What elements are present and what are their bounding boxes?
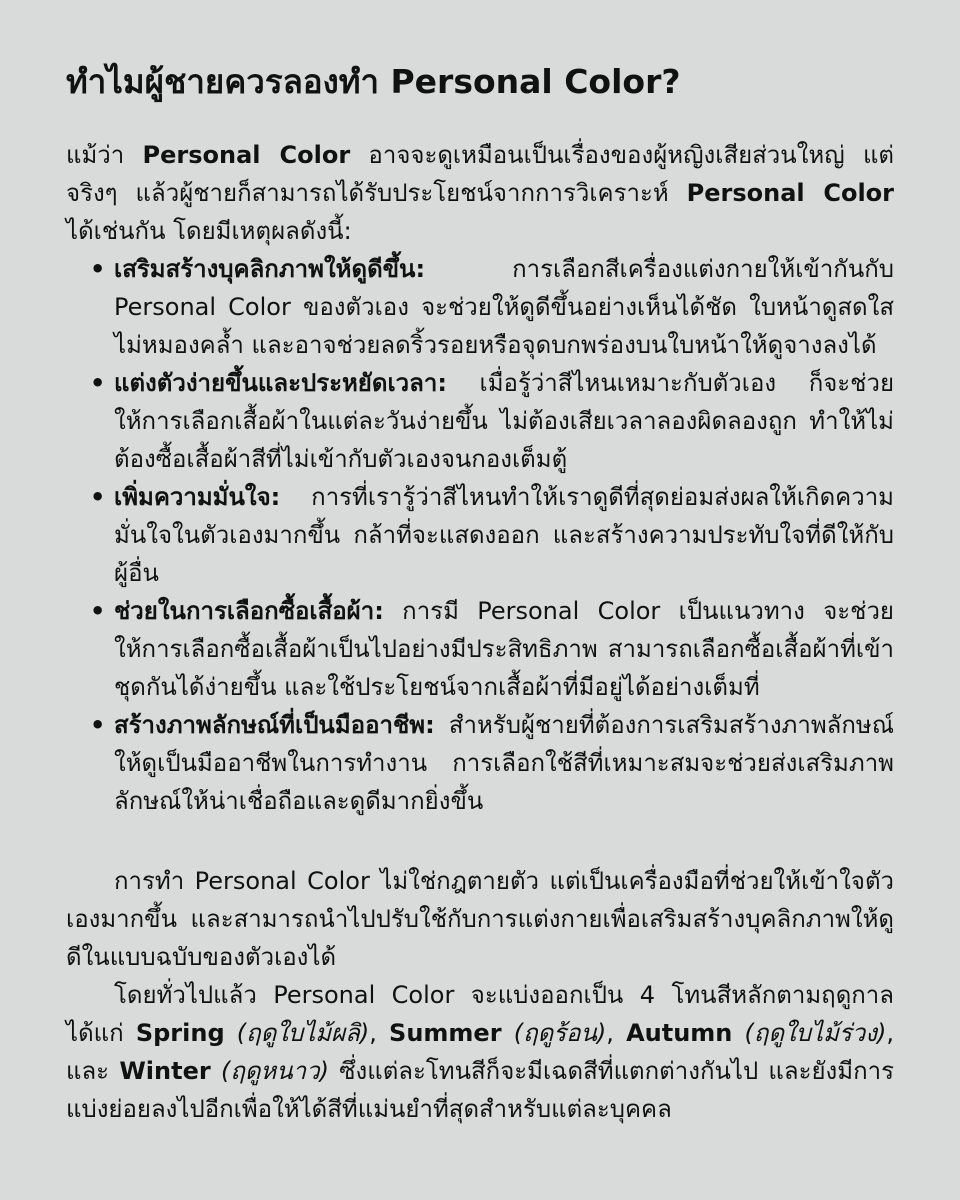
bullet-icon: • bbox=[90, 597, 106, 625]
season-separator: , bbox=[606, 1019, 627, 1047]
bullet-icon: • bbox=[90, 369, 106, 397]
page-title: ทำไมผู้ชายควรลองทำ Personal Color? bbox=[66, 62, 681, 101]
reason-text: การเลือกสีเครื่องแต่งกายให้เข้ากันกับ Personal Color ของตัวเอง จะช่วยให้ดูดีขึ้นอย่างเห็นได้ชัด ใบหน้าดูสดใส ไม่หมองคล้ำ และอาจช่วยลดริ้วรอยหรือจุดบกพร่องบนใบหน้าให้ดูจางลงได้ bbox=[114, 255, 894, 359]
bullet-icon: • bbox=[90, 255, 106, 283]
intro-text-2: อาจจะดูเหมือนเป็นเรื่องของผู้หญิงเสียส่วนใหญ่ แต่จริงๆ แล้วผู้ชายก็สามารถได้รับประโยชน์จากการวิเคราะห์ bbox=[66, 141, 894, 207]
seasons-text-2: ซึ่งแต่ละโทนสีก็จะมีเฉดสีที่แตกต่างกันไป และยังมีการแบ่งย่อยลงไปอีกเพื่อให้ได้สีที่แม่นยำที่สุดสำหรับแต่ละบุคคล bbox=[66, 1057, 894, 1123]
reason-text: สำหรับผู้ชายที่ต้องการเสริมสร้างภาพลักษณ์ให้ดูเป็นมืออาชีพในการทำงาน การเลือกใช้สีที่เหมาะสมจะช่วยส่งเสริมภาพลักษณ์ให้น่าเชื่อถือและดูดีมากยิ่งขึ้น bbox=[114, 711, 894, 815]
section-spacer bbox=[66, 820, 894, 862]
reason-text: เมื่อรู้ว่าสีไหนเหมาะกับตัวเอง ก็จะช่วยให้การเลือกเสื้อผ้าในแต่ละวันง่ายขึ้น ไม่ต้องเสียเวลาลองผิดลองถูก ทำให้ไม่ต้องซื้อเสื้อผ้าสีที่ไม่เข้ากับตัวเองจนกองเต็มตู้ bbox=[114, 369, 894, 473]
list-item bbox=[90, 706, 894, 820]
intro-paragraph bbox=[66, 136, 894, 250]
reason-heading: สร้างภาพลักษณ์ที่เป็นมืออาชีพ: bbox=[114, 711, 435, 739]
intro-term-2: Personal Color bbox=[686, 179, 894, 207]
reason-heading: ช่วยในการเลือกซื้อเสื้อผ้า: bbox=[114, 597, 384, 625]
reason-text: การมี Personal Color เป็นแนวทาง จะช่วยให้การเลือกซื้อเสื้อผ้าเป็นไปอย่างมีประสิทธิภาพ สามารถเลือกซื้อเสื้อผ้าที่เข้าชุดกันได้ง่ายขึ้น และใช้ประโยชน์จากเสื้อผ้าที่มีอยู่ได้อย่างเต็มที่ bbox=[114, 597, 894, 701]
bullet-icon: • bbox=[90, 711, 106, 739]
list-item bbox=[90, 364, 894, 478]
season-separator: , bbox=[369, 1019, 390, 1047]
list-item bbox=[90, 250, 894, 364]
season-spring: Spring bbox=[135, 1019, 225, 1047]
season-winter-thai: (ฤดูหนาว) bbox=[210, 1057, 329, 1085]
reason-heading: เสริมสร้างบุคลิกภาพให้ดูดีขึ้น: bbox=[114, 255, 426, 283]
season-winter: Winter bbox=[119, 1057, 211, 1085]
reason-heading: เพิ่มความมั่นใจ: bbox=[114, 483, 281, 511]
closing-paragraph: การทำ Personal Color ไม่ใช่กฎตายตัว แต่เป็นเครื่องมือที่ช่วยให้เข้าใจตัวเองมากขึ้น และสามารถนำไปปรับใช้กับการแต่งกายเพื่อเสริมสร้างบุคลิกภาพให้ดูดีในแบบฉบับของตัวเองได้ bbox=[66, 867, 894, 971]
list-item bbox=[90, 592, 894, 706]
intro-text-1: แม้ว่า bbox=[66, 141, 143, 169]
intro-term-1: Personal Color bbox=[142, 141, 351, 169]
season-autumn-thai: (ฤดูใบไม้ร่วง) bbox=[732, 1019, 887, 1047]
reason-heading: แต่งตัวง่ายขึ้นและประหยัดเวลา: bbox=[114, 369, 447, 397]
bullet-icon: • bbox=[90, 483, 106, 511]
reason-text: การที่เรารู้ว่าสีไหนทำให้เราดูดีที่สุดย่อมส่งผลให้เกิดความมั่นใจในตัวเองมากขึ้น กล้าที่จะแสดงออก และสร้างความประทับใจที่ดีให้กับผู้อื่น bbox=[114, 483, 894, 587]
season-summer: Summer bbox=[389, 1019, 502, 1047]
season-separator: , และ bbox=[66, 1019, 894, 1085]
intro-text-3: ได้เช่นกัน โดยมีเหตุผลดังนี้: bbox=[66, 217, 352, 245]
season-spring-thai: (ฤดูใบไม้ผลิ) bbox=[224, 1019, 370, 1047]
seasons-paragraph bbox=[66, 976, 894, 1128]
season-summer-thai: (ฤดูร้อน) bbox=[501, 1019, 607, 1047]
season-autumn: Autumn bbox=[626, 1019, 733, 1047]
seasons-text-1: โดยทั่วไปแล้ว Personal Color จะแบ่งออกเป็น 4 โทนสีหลักตามฤดูกาล ได้แก่ bbox=[66, 981, 894, 1047]
reasons-list bbox=[66, 250, 894, 820]
list-item bbox=[90, 478, 894, 592]
